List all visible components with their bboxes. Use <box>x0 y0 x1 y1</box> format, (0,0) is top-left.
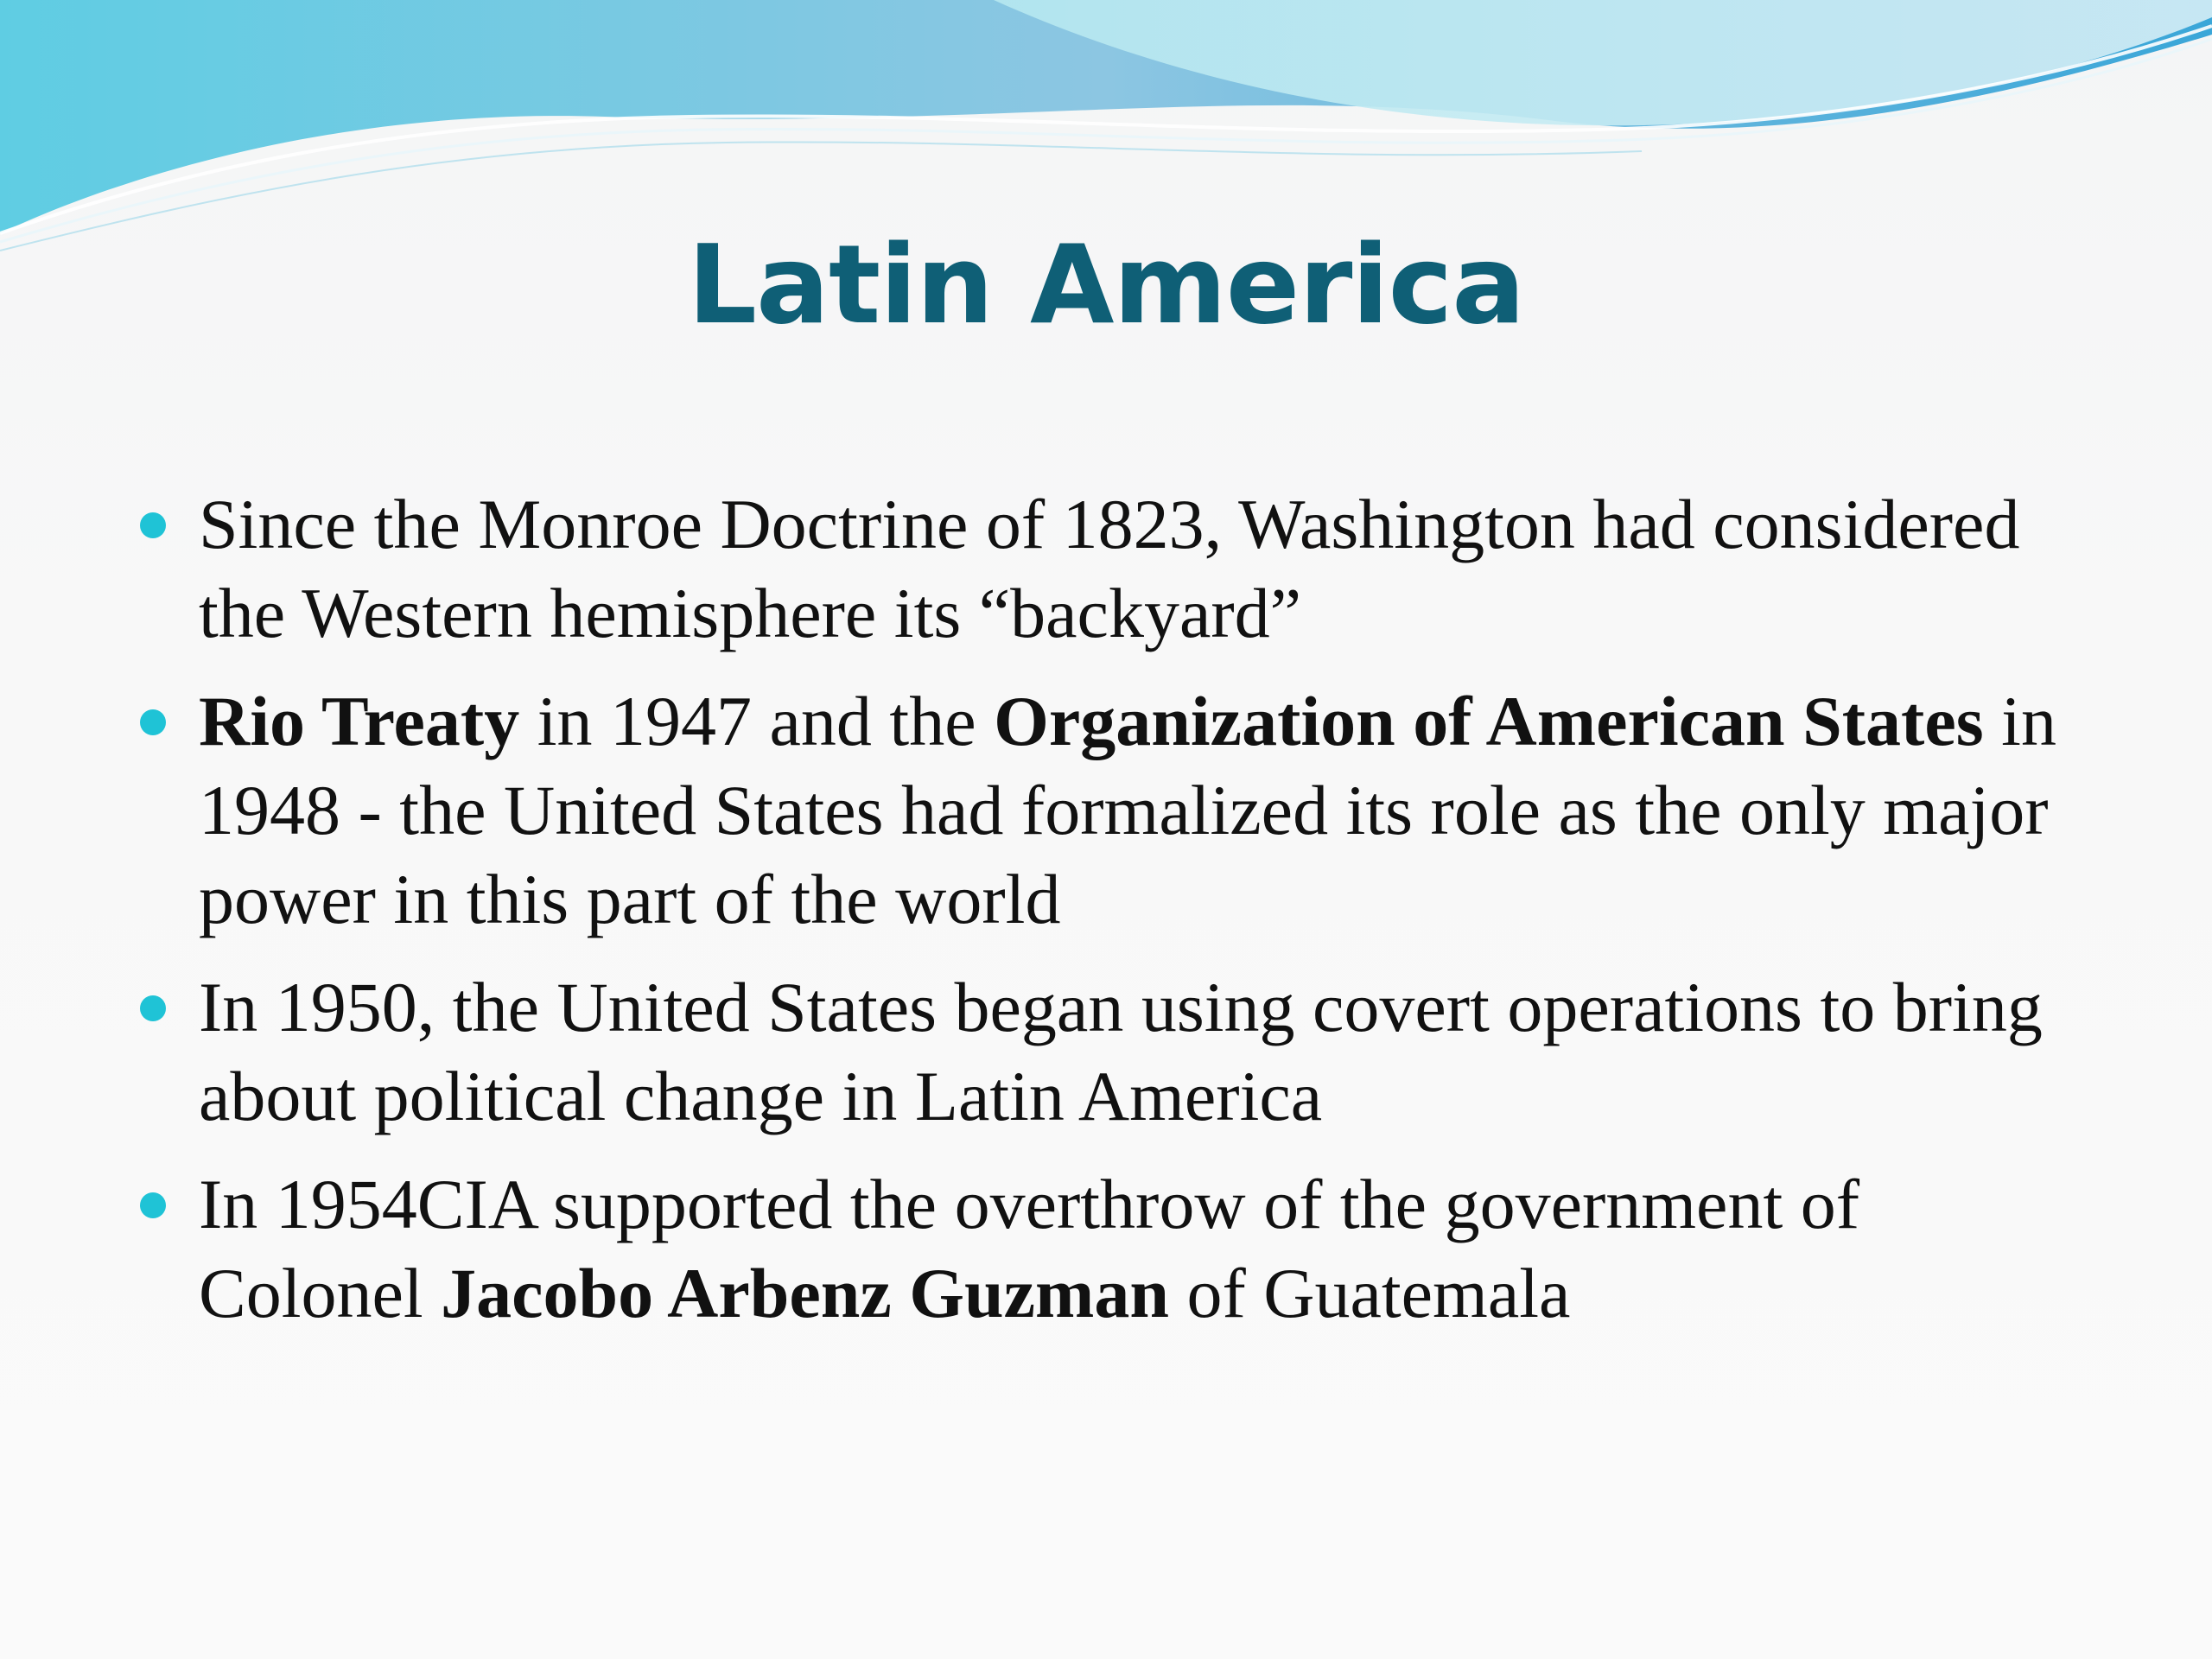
bullet-bold-text: Rio Treaty <box>199 682 520 760</box>
bullet-text: In 1950, the United States began using covert operations to bring about political change in Latin America <box>199 968 2043 1135</box>
bullet-text: in 1947 and the <box>519 682 995 760</box>
bullet-text: In 1954CIA supported the overthrow of the government of Colonel <box>199 1165 1860 1332</box>
bullet-item <box>130 480 2100 658</box>
bullet-dot-icon <box>140 1192 166 1218</box>
bullet-dot-icon <box>140 709 166 735</box>
bullet-dot-icon <box>140 512 166 538</box>
bullet-text: Since the Monroe Doctrine of 1823, Washington had considered the Western hemisphere its “backyard” <box>199 485 2020 652</box>
bullet-text: of Guatemala <box>1168 1254 1571 1332</box>
bullet-text: in 1948 - the United States had formalized its role as the only major power in this part of the world <box>199 682 2056 938</box>
bullet-item <box>130 677 2100 944</box>
bullet-bold-text: Jacobo Arbenz Guzman <box>441 1254 1169 1332</box>
slide-title: Latin America <box>687 221 1525 348</box>
bullet-bold-text: Organization of American States <box>994 682 1984 760</box>
bullet-dot-icon <box>140 995 166 1021</box>
bullet-item <box>130 963 2100 1141</box>
bullet-list <box>130 480 2100 1357</box>
bullet-item <box>130 1160 2100 1338</box>
